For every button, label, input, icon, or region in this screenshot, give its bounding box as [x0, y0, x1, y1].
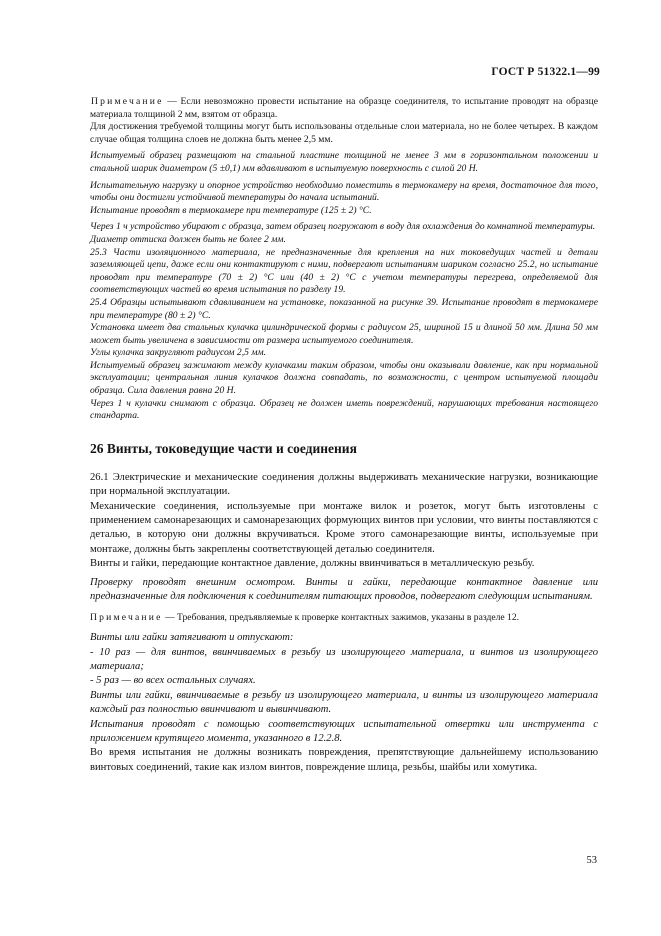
paragraph: Диаметр оттиска должен быть не более 2 мм.: [90, 233, 286, 245]
paragraph: Углы кулачка закругляют радиусом 2,5 мм.: [90, 347, 266, 359]
paragraph: Через 1 ч кулачки снимают с образца. Образец не должен иметь повреждений, нарушающих требования настоящего стандарта.: [90, 397, 598, 422]
note-label: Примечание: [91, 96, 164, 107]
section-heading: 26 Винты, токоведущие части и соединения: [90, 440, 357, 456]
note-text: — Требования, предъявляемые к проверке контактных зажимов, указаны в разделе 12.: [162, 611, 520, 623]
document-header: ГОСТ Р 51322.1—99: [491, 66, 600, 78]
note-text: — Если невозможно провести испытание на образце соединителя, то испытание проводят на образце материала толщиной 2 мм, взятом от образца.: [90, 96, 598, 120]
paragraph: Испытательную нагрузку и опорное устройство необходимо поместить в термокамеру на время, достаточное для того, чтобы они достигли устойчивой температуры до начала испытаний.: [90, 179, 598, 204]
paragraph: Испытания проводят с помощью соответствующих испытательной отвертки или инструмента с приложением крутящего момента, указанного в 12.2.8.: [90, 718, 598, 744]
document-body: [90, 96, 598, 775]
note-paragraph: [90, 96, 598, 121]
paragraph: Для достижения требуемой толщины могут быть использованы отдельные слои материала, но не более четырех. В каждом случае общая толщина слоев не должна быть менее 2,5 мм.: [90, 121, 598, 145]
paragraph: Во время испытания не должны возникать повреждения, препятствующие дальнейшему использованию винтовых соединений, такие как излом винтов, повреждение шлица, резьбы, шайбы или хомутика.: [90, 747, 598, 773]
paragraph: - 10 раз — для винтов, ввинчиваемых в резьбу из изолирующего материала, и винтов из изолирующего материала;: [90, 646, 598, 672]
paragraph: Испытание проводят в термокамере при температуре (125 ± 2) °С.: [90, 204, 372, 216]
paragraph: Установка имеет два стальных кулачка цилиндрической формы с радиусом 25, шириной 15 и длиной 50 мм. Длина 50 мм может быть увеличена в зависимости от размера испытуемого соединителя.: [90, 322, 598, 346]
paragraph: Проверку проводят внешним осмотром. Винты и гайки, передающие контактное давление или предназначенные для подключения к соединителям питающих проводов, подвергают следующим испытаниям.: [90, 576, 598, 603]
paragraph: Испытуемый образец зажимают между кулачками таким образом, чтобы они оказывали давление, как при нормальной эксплуатации; центральная линия кулачков должна совпадать, по возможности, с центром испытуемой площади образца. Сила давления равна 20 Н.: [90, 359, 598, 397]
paragraph: 26.1 Электрические и механические соединения должны выдерживать механические нагрузки, возникающие при нормальной эксплуатации.: [90, 471, 598, 498]
paragraph: Винты и гайки, передающие контактное давление, должны ввинчиваться в металлическую резьбу.: [90, 558, 535, 570]
note-label: Примечание: [90, 611, 163, 623]
paragraph: - 5 раз — во всех остальных случаях.: [90, 675, 256, 687]
paragraph: Винты или гайки, ввинчиваемые в резьбу из изолирующего материала, и винты из изолирующего материала каждый раз полностью ввинчивают и вывинчивают.: [90, 689, 598, 716]
page-number: 53: [586, 855, 597, 866]
paragraph: Механические соединения, используемые при монтаже вилок и розеток, могут быть изготовлены с применением самонарезающих и самонарезающих формующих винтов при условии, что винты поставляются с деталью, в которую они должны вкручиваться. Кроме этого самонарезающие винты, используемые при монтаже, должны быть закреплены соответствующей деталью соединителя.: [90, 500, 598, 555]
paragraph: Винты или гайки затягивают и отпускают:: [90, 632, 294, 644]
paragraph: Через 1 ч устройство убирают с образца, затем образец погружают в воду для охлаждения до комнатной температуры.: [90, 221, 596, 233]
paragraph: Испытуемый образец размещают на стальной пластине толщиной не менее 3 мм в горизонтальном положении и стальной шарик диаметром (5 ±0,1) мм вдавливают в испытуемую поверхность с силой 20 Н.: [90, 150, 598, 174]
paragraph: 25.3 Части изоляционного материала, не предназначенные для крепления на них токоведущих частей и детали заземляющей цепи, даже если они контактируют с ними, подвергают испытаниям шариком согласно 25.2, но испытание проводят при температуре (70 ± 2) °С или (40 ± 2) °С с учетом температуры перегрева, определяемой для соответствующих частей во время испытания по разделу 19.: [90, 246, 598, 296]
note-paragraph: [90, 612, 598, 625]
paragraph: 25.4 Образцы испытывают сдавливанием на установке, показанной на рисунке 39. Испытание проводят в термокамере при температуре (80 ± 2) °С.: [90, 296, 598, 321]
